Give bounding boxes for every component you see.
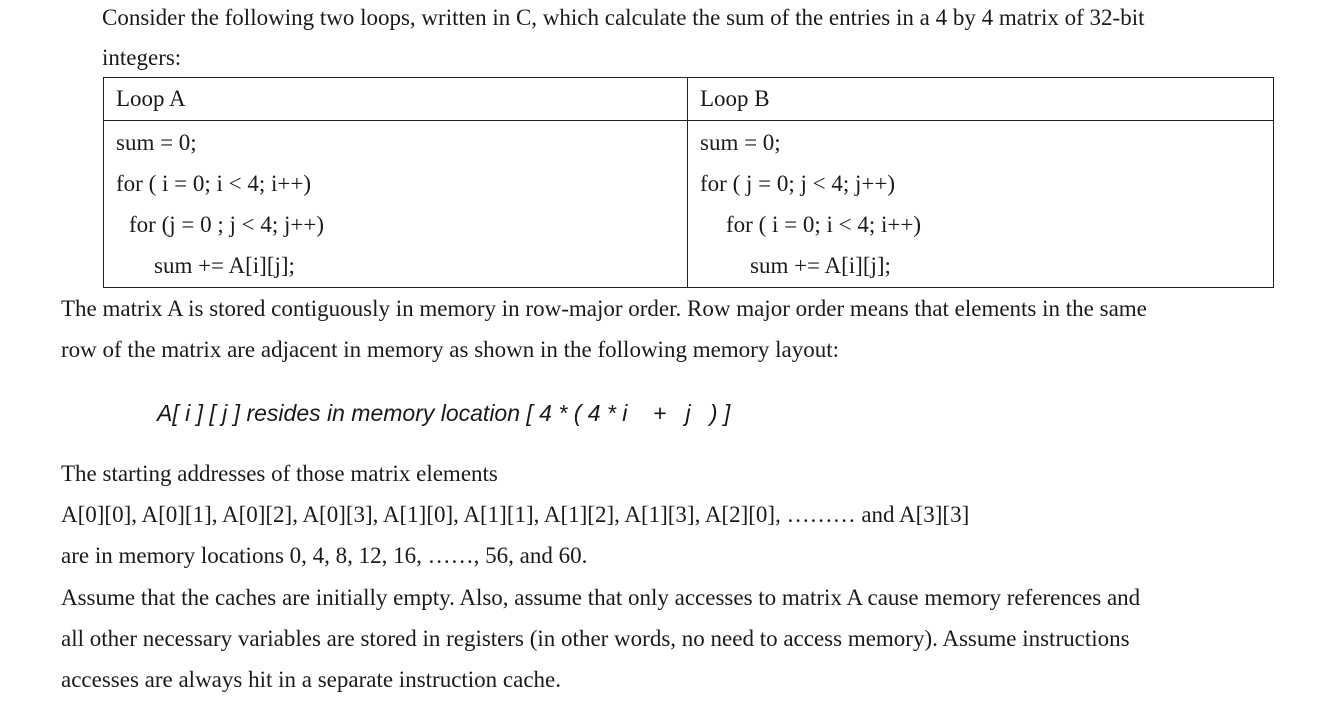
loop-b-header: Loop B xyxy=(688,78,1274,121)
loop-a-header: Loop A xyxy=(104,78,688,121)
paragraph-3-line-3: accesses are always hit in a separate instruction cache. xyxy=(61,667,562,692)
loop-b-line-2: for ( j = 0; j < 4; j++) xyxy=(700,171,895,196)
loops-table xyxy=(103,77,1274,288)
loop-a-line-2: for ( i = 0; i < 4; i++) xyxy=(116,171,311,196)
loop-b-line-3: for ( i = 0; i < 4; i++) xyxy=(726,212,921,237)
loops-table-code-row xyxy=(104,121,1274,288)
intro-line-2: integers: xyxy=(102,45,182,70)
loop-b-line-1: sum = 0; xyxy=(700,130,781,155)
loop-b-code xyxy=(688,121,1274,288)
paragraph-2-line-2: A[0][0], A[0][1], A[0][2], A[0][3], A[1][0], A[1][1], A[1][2], A[1][3], A[2][0], ……… and A[3][3] xyxy=(61,502,970,527)
loop-b-line-4: sum += A[i][j]; xyxy=(750,253,891,278)
paragraph-2-line-1: The starting addresses of those matrix elements xyxy=(61,461,498,486)
loops-table-header-row xyxy=(104,78,1274,121)
paragraph-1-line-1: The matrix A is stored contiguously in memory in row-major order. Row major order means that elements in the same xyxy=(61,296,1147,321)
loop-a-line-4: sum += A[i][j]; xyxy=(154,253,295,278)
memory-layout-formula: A[ i ] [ j ] resides in memory location [ 4 * ( 4 * i + j ) ] xyxy=(157,400,731,426)
loop-a-line-1: sum = 0; xyxy=(116,130,197,155)
paragraph-3-line-2: all other necessary variables are stored in registers (in other words, no need to access memory). Assume instructions xyxy=(61,626,1130,651)
loop-a-line-3: for (j = 0 ; j < 4; j++) xyxy=(129,212,324,237)
paragraph-1-line-2: row of the matrix are adjacent in memory as shown in the following memory layout: xyxy=(61,337,839,362)
intro-line-1: Consider the following two loops, written in C, which calculate the sum of the entries in a 4 by 4 matrix of 32-bit xyxy=(102,5,1145,30)
paragraph-3-line-1: Assume that the caches are initially empty. Also, assume that only accesses to matrix A cause memory references and xyxy=(61,585,1141,610)
loop-a-code xyxy=(104,121,688,288)
paragraph-2-line-3: are in memory locations 0, 4, 8, 12, 16, ……, 56, and 60. xyxy=(61,543,588,568)
